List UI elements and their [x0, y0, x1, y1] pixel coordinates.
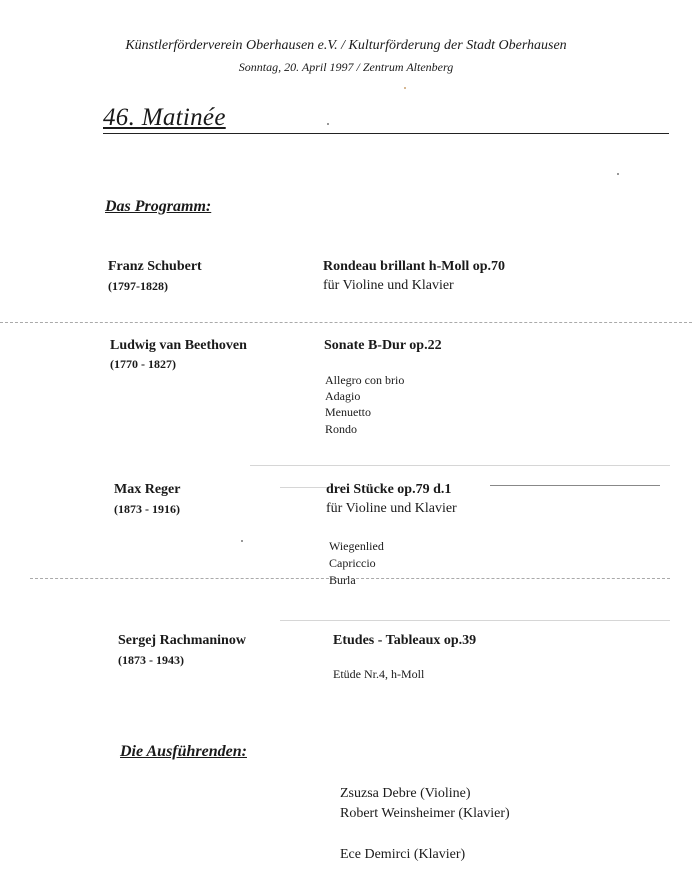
program-item-rachmaninow [118, 632, 678, 692]
composer-name: Franz Schubert [108, 259, 202, 274]
program-heading: Das Programm: [105, 198, 212, 215]
title-rule [103, 133, 669, 134]
program-item-schubert [108, 258, 668, 298]
movement-item: Wiegenlied [329, 539, 384, 553]
page-title: 46. Matinée [103, 104, 226, 131]
scan-speck [404, 87, 406, 89]
performer-item: Zsuzsa Debre (Violine) [340, 786, 471, 801]
work-subtitle: für Violine und Klavier [323, 278, 454, 293]
composer-lifespan: (1797-1828) [108, 279, 168, 293]
composer-name: Ludwig van Beethoven [110, 338, 247, 353]
work-title: Sonate B-Dur op.22 [324, 338, 442, 353]
movement-item: Etüde Nr.4, h-Moll [333, 667, 425, 681]
composer-lifespan: (1873 - 1916) [114, 502, 180, 516]
program-item-reger [114, 481, 674, 591]
composer-lifespan: (1873 - 1943) [118, 653, 184, 667]
work-title: Rondeau brillant h-Moll op.70 [323, 259, 506, 274]
composer-name: Sergej Rachmaninow [118, 633, 246, 648]
work-subtitle: für Violine und Klavier [326, 501, 457, 516]
performer-item: Ece Demirci (Klavier) [340, 847, 466, 862]
composer-lifespan: (1770 - 1827) [110, 357, 176, 371]
performers-heading: Die Ausführenden: [120, 743, 247, 760]
scan-speck [327, 123, 329, 125]
movement-item: Menuetto [325, 405, 371, 419]
movement-item: Adagio [325, 389, 361, 403]
work-title: drei Stücke op.79 d.1 [326, 482, 452, 497]
scan-speck [617, 173, 619, 175]
organizer-line: Künstlerförderverein Oberhausen e.V. / Kulturförderung der Stadt Oberhausen [125, 38, 567, 53]
movement-item: Capriccio [329, 556, 376, 570]
movement-item: Burla [329, 573, 356, 587]
scan-noise-line [0, 322, 692, 323]
performer-item: Robert Weinsheimer (Klavier) [340, 806, 510, 821]
composer-name: Max Reger [114, 482, 181, 497]
scan-noise-line [280, 620, 670, 621]
movement-item: Rondo [325, 422, 358, 436]
scan-noise-line [250, 465, 670, 466]
program-item-beethoven [110, 337, 670, 442]
movement-item: Allegro con brio [325, 373, 405, 387]
date-venue-line: Sonntag, 20. April 1997 / Zentrum Altenberg [238, 60, 454, 74]
work-title: Etudes - Tableaux op.39 [333, 633, 477, 648]
